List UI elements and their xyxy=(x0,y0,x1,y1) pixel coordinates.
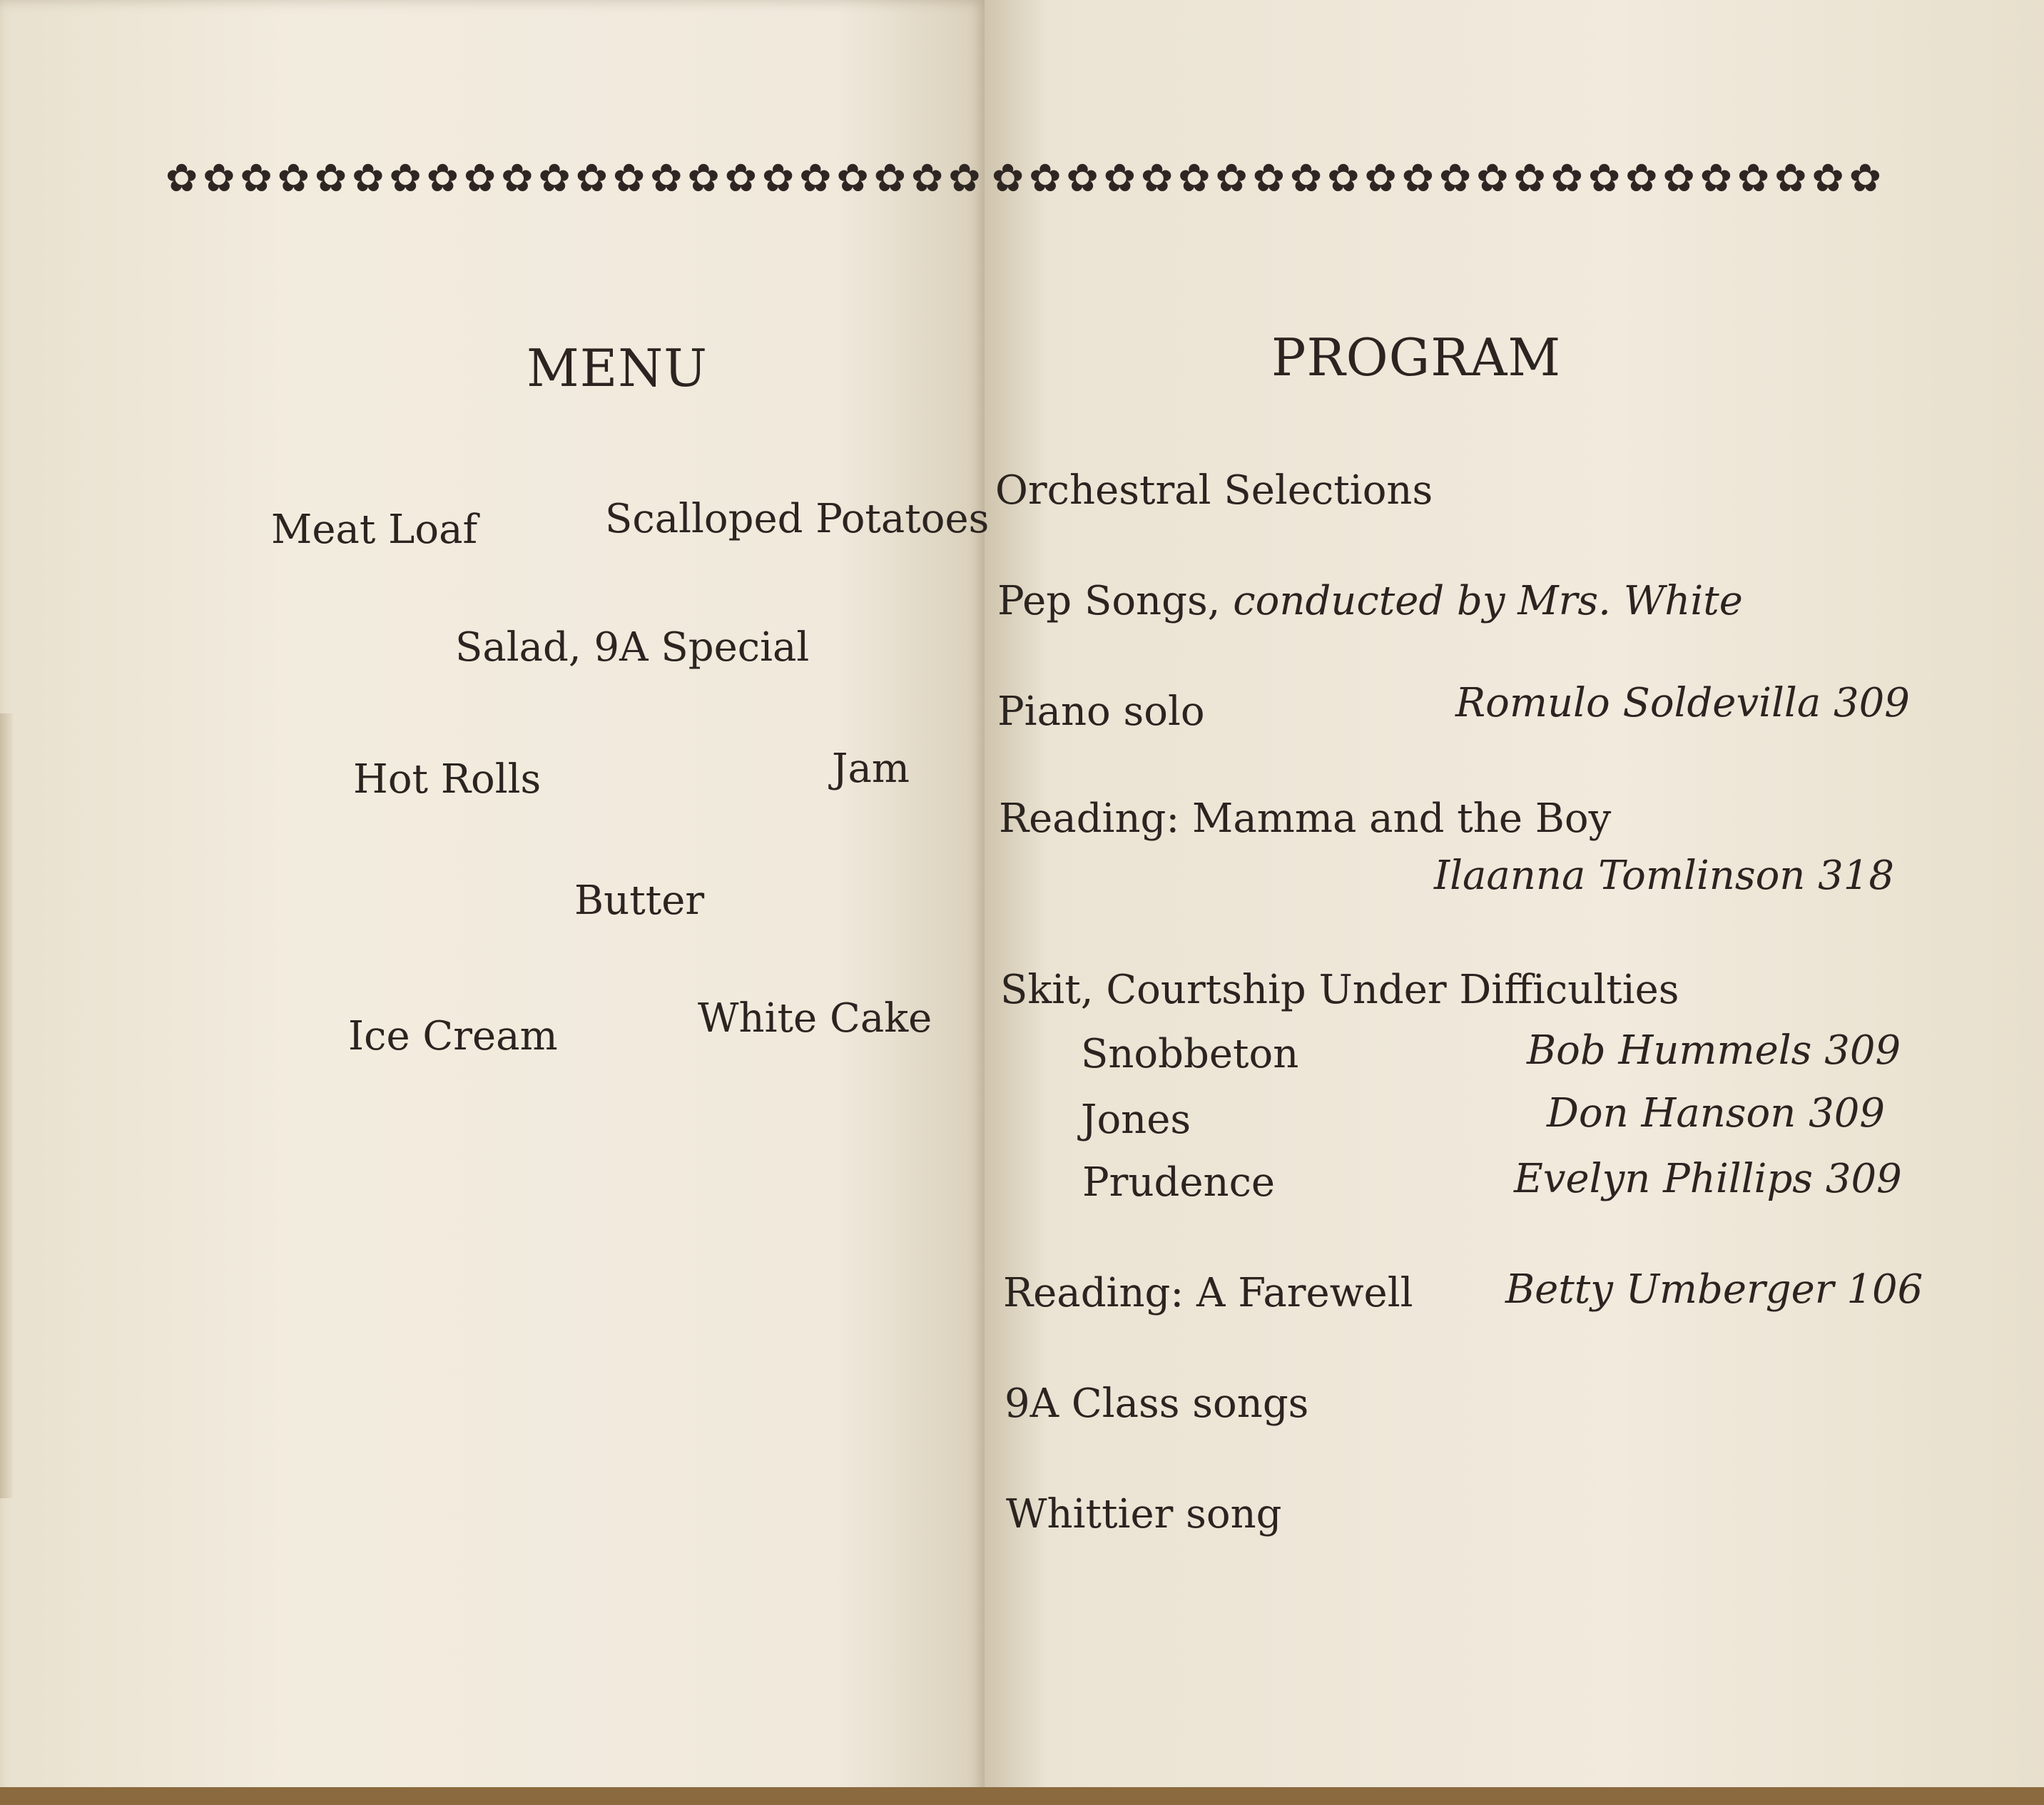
flower-ornament-icon: ✿ xyxy=(799,156,832,200)
flower-ornament-icon: ✿ xyxy=(1364,156,1397,200)
flower-ornament-icon: ✿ xyxy=(352,156,385,200)
program-whittier-song: Whittier song xyxy=(1006,1491,1282,1537)
flower-ornament-icon: ✿ xyxy=(1178,156,1211,200)
flower-ornament-icon: ✿ xyxy=(203,156,235,200)
skit-role: Jones xyxy=(1081,1097,1191,1143)
flower-ornament-icon: ✿ xyxy=(1737,156,1770,200)
menu-item-ice-cream: Ice Cream xyxy=(348,1013,558,1059)
flower-ornament-icon: ✿ xyxy=(650,156,683,200)
flower-ornament-icon: ✿ xyxy=(836,156,869,200)
menu-title: MENU xyxy=(527,338,708,398)
flower-ornament-icon: ✿ xyxy=(1588,156,1621,200)
flower-ornament-icon: ✿ xyxy=(1103,156,1136,200)
skit-role: Snobbeton xyxy=(1081,1031,1299,1077)
flower-ornament-icon: ✿ xyxy=(277,156,310,200)
skit-actor: Don Hanson 309 xyxy=(1547,1090,1885,1137)
flower-ornament-icon: ✿ xyxy=(315,156,347,200)
flower-ornament-icon: ✿ xyxy=(762,156,795,200)
flower-ornament-icon: ✿ xyxy=(724,156,757,200)
flower-ornament-icon: ✿ xyxy=(911,156,944,200)
flower-ornament-icon: ✿ xyxy=(501,156,534,200)
menu-item-meat-loaf: Meat Loaf xyxy=(271,507,478,553)
flower-ornament-icon: ✿ xyxy=(1401,156,1434,200)
program-orchestral: Orchestral Selections xyxy=(995,467,1433,514)
flower-ornament-icon: ✿ xyxy=(1774,156,1807,200)
flower-ornament-icon: ✿ xyxy=(613,156,646,200)
reading-2-performer: Betty Umberger 106 xyxy=(1505,1266,1923,1313)
flower-ornament-icon: ✿ xyxy=(538,156,571,200)
flower-ornament-icon: ✿ xyxy=(1662,156,1695,200)
booklet-bottom-edge xyxy=(0,1787,2044,1805)
flower-ornament-icon: ✿ xyxy=(1625,156,1658,200)
flower-ornament-icon: ✿ xyxy=(426,156,459,200)
flower-ornament-icon: ✿ xyxy=(1439,156,1472,200)
flower-ornament-icon: ✿ xyxy=(1029,156,1062,200)
reading-1-performer: Ilaanna Tomlinson 318 xyxy=(1434,853,1895,899)
floral-border-right xyxy=(992,136,1881,221)
flower-ornament-icon: ✿ xyxy=(1066,156,1099,200)
flower-ornament-icon: ✿ xyxy=(948,156,981,200)
skit-role: Prudence xyxy=(1082,1159,1276,1206)
flower-ornament-icon: ✿ xyxy=(1513,156,1546,200)
flower-ornament-icon: ✿ xyxy=(1252,156,1285,200)
flower-ornament-icon: ✿ xyxy=(1811,156,1844,200)
pep-songs-note: conducted by Mrs. White xyxy=(1233,578,1743,624)
menu-item-butter: Butter xyxy=(574,878,705,924)
flower-ornament-icon: ✿ xyxy=(1290,156,1323,200)
floral-border-left xyxy=(166,136,979,221)
skit-actor: Bob Hummels 309 xyxy=(1527,1027,1901,1074)
program-skit: Skit, Courtship Under Difficulties xyxy=(1000,967,1679,1013)
flower-ornament-icon: ✿ xyxy=(389,156,422,200)
flower-ornament-icon: ✿ xyxy=(1215,156,1248,200)
program-reading-1: Reading: Mamma and the Boy xyxy=(999,795,1612,842)
program-title: PROGRAM xyxy=(1271,327,1562,387)
piano-solo-performer: Romulo Soldevilla 309 xyxy=(1455,680,1910,726)
pep-songs-label: Pep Songs, xyxy=(997,578,1221,624)
flower-ornament-icon: ✿ xyxy=(1849,156,1881,200)
flower-ornament-icon: ✿ xyxy=(575,156,608,200)
flower-ornament-icon: ✿ xyxy=(1141,156,1174,200)
program-pep-songs xyxy=(997,578,1743,624)
flower-ornament-icon: ✿ xyxy=(1476,156,1509,200)
skit-actor: Evelyn Phillips 309 xyxy=(1514,1156,1902,1202)
flower-ornament-icon: ✿ xyxy=(240,156,273,200)
flower-ornament-icon: ✿ xyxy=(166,156,198,200)
program-reading-2: Reading: A Farewell xyxy=(1003,1270,1413,1316)
menu-item-jam: Jam xyxy=(832,746,910,792)
left-page xyxy=(0,0,985,1805)
flower-ornament-icon: ✿ xyxy=(464,156,497,200)
flower-ornament-icon: ✿ xyxy=(687,156,720,200)
program-class-songs: 9A Class songs xyxy=(1005,1381,1309,1427)
menu-item-hot-rolls: Hot Rolls xyxy=(353,756,541,803)
flower-ornament-icon: ✿ xyxy=(873,156,906,200)
flower-ornament-icon: ✿ xyxy=(992,156,1024,200)
flower-ornament-icon: ✿ xyxy=(1550,156,1583,200)
flower-ornament-icon: ✿ xyxy=(1699,156,1732,200)
page-edge xyxy=(0,713,13,1498)
menu-item-white-cake: White Cake xyxy=(698,995,932,1042)
program-piano-solo: Piano solo xyxy=(997,688,1205,735)
flower-ornament-icon: ✿ xyxy=(1327,156,1360,200)
menu-item-scalloped-potatoes: Scalloped Potatoes xyxy=(605,496,990,542)
menu-item-salad: Salad, 9A Special xyxy=(455,624,810,671)
